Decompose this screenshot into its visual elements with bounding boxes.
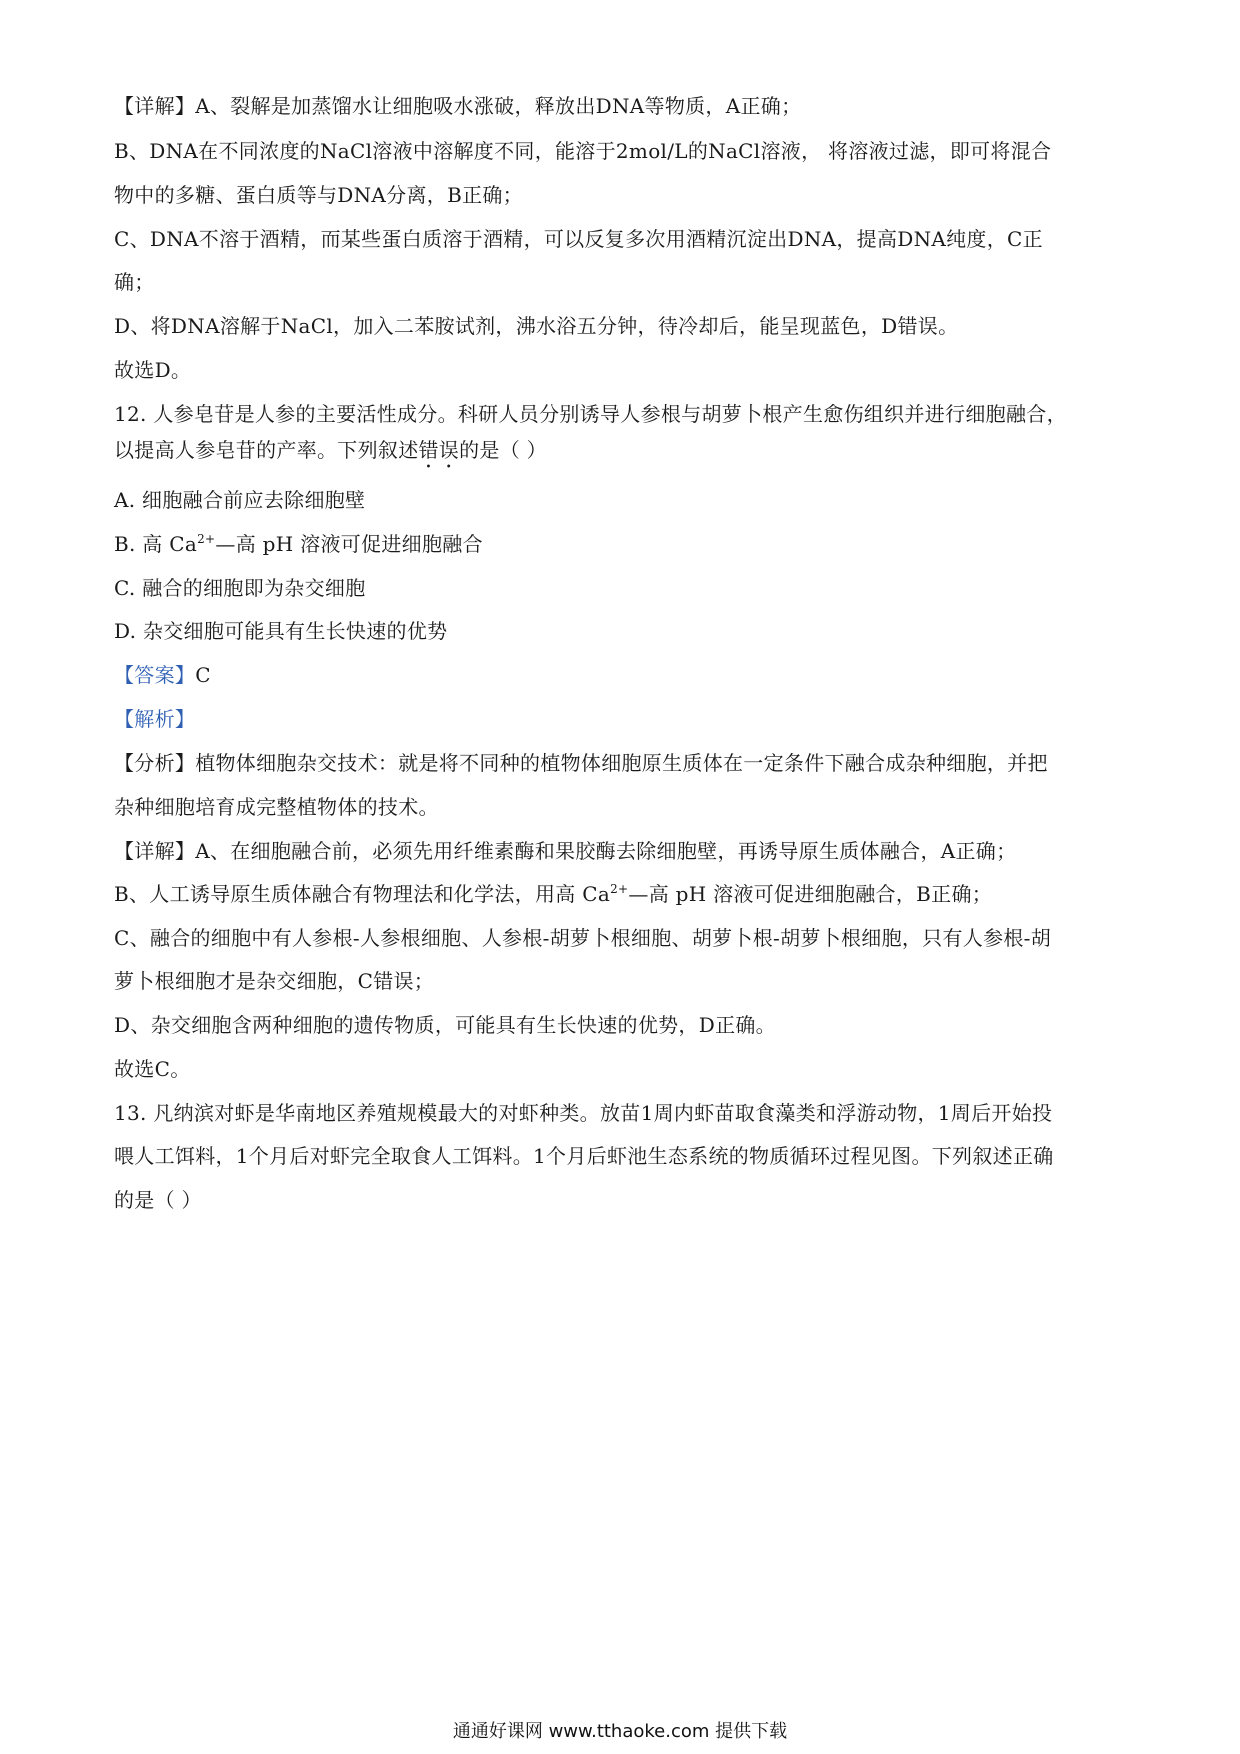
q12-fenxi-line1: 【分析】植物体细胞杂交技术：就是将不同种的植物体细胞原生质体在一定条件下融合成杂种细胞，并把 xyxy=(114,751,1048,775)
q12-conclusion: 故选C。 xyxy=(114,1057,191,1081)
prev-detail-a: 【详解】A、裂解是加蒸馏水让细胞吸水涨破，释放出DNA等物质，A正确； xyxy=(114,94,802,118)
q12-analysis-tag: 【解析】 xyxy=(114,707,196,731)
prev-detail-c-line1: C、DNA不溶于酒精，而某些蛋白质溶于酒精，可以反复多次用酒精沉淀出DNA，提高DNA纯度，C正 xyxy=(114,227,1043,251)
q12-analysis-heading xyxy=(114,705,1134,733)
q12-detail-c-line1: C、融合的细胞中有人参根-人参根细胞、人参根-胡萝卜根细胞、胡萝卜根-胡萝卜根细胞，只有人参根-胡 xyxy=(114,926,1052,950)
q13-stem-line1: 13. 凡纳滨对虾是华南地区养殖规模最大的对虾种类。放苗1周内虾苗取食藻类和浮游动物，1周后开始投 xyxy=(114,1101,1053,1125)
prev-conclusion: 故选D。 xyxy=(114,358,192,382)
q12-detail-b-pre: B、人工诱导原生质体融合有物理法和化学法，用高 Ca xyxy=(114,882,611,906)
q12-answer-value: C xyxy=(195,663,211,687)
prev-detail-b-line1: B、DNA在不同浓度的NaCl溶液中溶解度不同，能溶于2mol/L的NaCl溶液， 将溶液过滤，即可将混合 xyxy=(114,139,1052,163)
q12-detail-b-sup: 2+ xyxy=(610,882,629,896)
q12-detail-d: D、杂交细胞含两种细胞的遗传物质，可能具有生长快速的优势，D正确。 xyxy=(114,1013,776,1037)
prev-detail-c-line2: 确； xyxy=(114,270,155,294)
q12-detail-b xyxy=(114,880,1134,908)
q12-detail-a: 【详解】A、在细胞融合前，必须先用纤维素酶和果胶酶去除细胞壁，再诱导原生质体融合，A正确； xyxy=(114,839,1017,863)
q12-option-d: D. 杂交细胞可能具有生长快速的优势 xyxy=(114,619,448,643)
q12-stem-pre: 以提高人参皂苷的产率。下列叙述 xyxy=(114,438,419,462)
q12-stem-line1: 12. 人参皂苷是人参的主要活性成分。科研人员分别诱导人参根与胡萝卜根产生愈伤组织并进行细胞融合， xyxy=(114,402,1067,426)
q12-option-b-pre: B. 高 Ca xyxy=(114,532,198,556)
q12-detail-b-post: —高 pH 溶液可促进细胞融合，B正确； xyxy=(628,882,993,906)
q13-stem-line3: 的是（ ） xyxy=(114,1188,202,1212)
q12-option-a: A. 细胞融合前应去除细胞壁 xyxy=(114,488,366,512)
q12-stem-post: 的是（ ） xyxy=(459,438,547,462)
q12-fenxi-line2: 杂种细胞培育成完整植物体的技术。 xyxy=(114,795,439,819)
page-footer: 通通好课网 www.tthaoke.com 提供下载 xyxy=(452,1721,788,1742)
q12-option-b-sup: 2+ xyxy=(197,532,216,546)
q12-option-b-post: —高 pH 溶液可促进细胞融合 xyxy=(215,532,483,556)
q13-stem-line2: 喂人工饵料，1个月后对虾完全取食人工饵料。1个月后虾池生态系统的物质循环过程见图。下列叙述正确 xyxy=(114,1144,1054,1168)
q12-stem-emphasis: 错误 xyxy=(418,438,460,462)
prev-detail-b-line2: 物中的多糖、蛋白质等与DNA分离，B正确； xyxy=(114,183,523,207)
q12-answer xyxy=(114,661,1134,689)
q12-detail-c-line2: 萝卜根细胞才是杂交细胞，C错误； xyxy=(114,969,435,993)
prev-detail-d: D、将DNA溶解于NaCl，加入二苯胺试剂，沸水浴五分钟，待冷却后，能呈现蓝色，D错误。 xyxy=(114,314,959,338)
q12-stem-line2 xyxy=(114,436,1134,473)
q12-answer-tag: 【答案】 xyxy=(114,663,196,687)
q12-option-c: C. 融合的细胞即为杂交细胞 xyxy=(114,576,366,600)
q12-option-b xyxy=(114,530,1134,558)
